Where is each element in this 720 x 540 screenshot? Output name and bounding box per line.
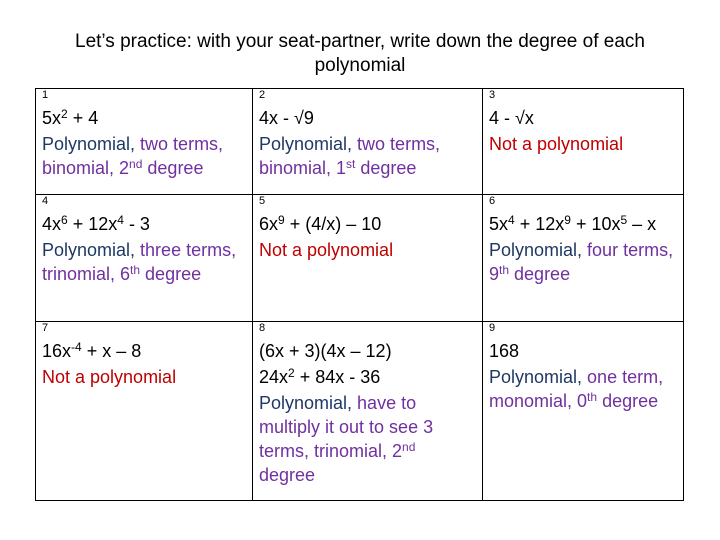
expression: $16x^{-4} + x - 8$ bbox=[42, 340, 142, 361]
cell-number: 7 bbox=[42, 322, 49, 334]
cell-number: 6 bbox=[489, 195, 496, 207]
cell-number: 4 bbox=[42, 195, 49, 207]
cell-5 bbox=[253, 195, 483, 322]
practice-grid bbox=[35, 88, 684, 501]
expression: $4x^6 + 12x^4 - 3$ bbox=[42, 213, 150, 234]
cell-9 bbox=[483, 322, 684, 501]
cell-number: 3 bbox=[489, 89, 496, 101]
answer: Polynomial, three terms, trinomial, 6th degree bbox=[42, 240, 237, 284]
answer: Polynomial, two terms, binomial, 1st degree bbox=[259, 134, 441, 178]
cell-1 bbox=[36, 89, 253, 195]
cell-8 bbox=[253, 322, 483, 501]
cell-4 bbox=[36, 195, 253, 322]
answer: Polynomial, four terms, 9th degree bbox=[489, 240, 674, 284]
answer: Not a polynomial bbox=[42, 367, 177, 387]
expanded-expression: $24x^2 + 84x - 36$ bbox=[259, 366, 381, 387]
cell-7 bbox=[36, 322, 253, 501]
page-title: Let’s practice: with your seat-partner, write down the degree of each polynomial bbox=[75, 31, 645, 76]
cell-2 bbox=[253, 89, 483, 195]
expression: $6x^9 + (4/x) - 10$ bbox=[259, 213, 382, 234]
expression: 4x - √9 bbox=[259, 108, 314, 128]
expression: 4 - √x bbox=[489, 108, 534, 128]
cell-6 bbox=[483, 195, 684, 322]
cell-number: 2 bbox=[259, 89, 266, 101]
answer: Polynomial, one term, monomial, 0th degree bbox=[489, 367, 664, 411]
answer: Not a polynomial bbox=[259, 240, 394, 260]
cell-3 bbox=[483, 89, 684, 195]
answer: Polynomial, have to multiply it out to see 3 terms, trinomial, 2nd degree bbox=[259, 393, 434, 485]
answer: Polynomial, two terms, binomial, 2nd degree bbox=[42, 134, 224, 178]
expression: $5x^4 + 12x^9 + 10x^5 - x$ bbox=[489, 213, 657, 234]
cell-number: 9 bbox=[489, 322, 496, 334]
cell-number: 1 bbox=[42, 89, 49, 101]
expression: $5x^2 + 4$ bbox=[42, 107, 99, 128]
expression: 168 bbox=[489, 341, 520, 361]
expression: (6x + 3)(4x – 12) bbox=[259, 341, 392, 361]
cell-number: 5 bbox=[259, 195, 266, 207]
answer: Not a polynomial bbox=[489, 134, 624, 154]
cell-number: 8 bbox=[259, 322, 266, 334]
